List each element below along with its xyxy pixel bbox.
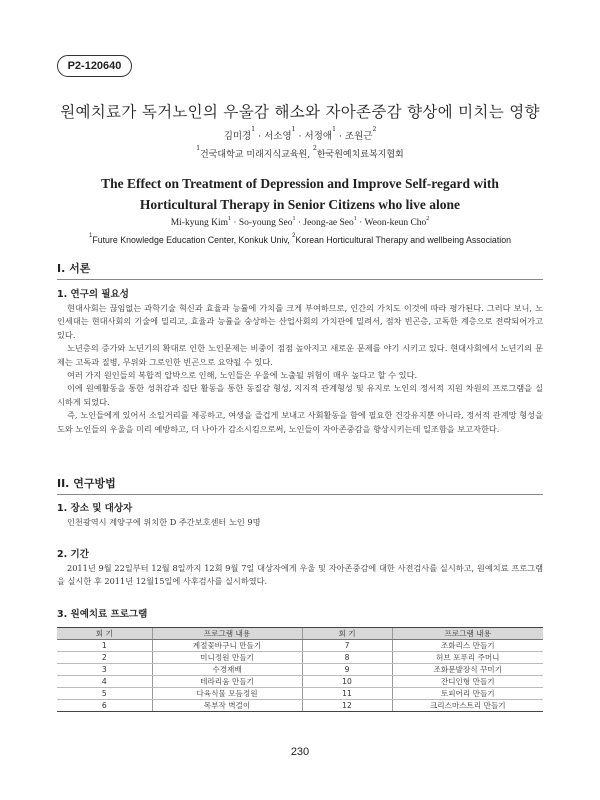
table-row (57, 688, 543, 700)
session-cell: 8 (302, 652, 392, 664)
subsection-heading-program: 3. 원예치료 프로그램 (57, 609, 148, 620)
author-name: Weon-keun Cho (364, 218, 427, 228)
session-cell: 1 (57, 640, 152, 652)
author-name: 김미경 (223, 131, 252, 142)
author-name: So-young Seo (238, 218, 293, 228)
introduction-body (57, 302, 543, 436)
paragraph: 현대사회는 끊임없는 과학기술 혁신과 효율과 능률에 가치를 크게 부여하므로, 인간의 가치도 이것에 따라 평가된다. 그러다 보니, 노인세대는 현대사회의 기술에 밀리고, 효율과 능률을 숭상하는 산업사회의 가치관에 밀려서, 점차 빈곤층, 고독한 계층으로 전락되어가고 있다. (57, 303, 543, 340)
session-cell: 12 (302, 700, 392, 712)
header-session: 회 기 (57, 628, 152, 640)
table-row (57, 700, 543, 712)
session-cell: 2 (57, 652, 152, 664)
subsection-heading-necessity: 1. 연구의 필요성 (57, 289, 129, 300)
author-sup: 1 (251, 126, 256, 133)
korean-authors: 김미경$^1$ · 서소영$^1$ · 서정애$^1$ · 조원근$^2$ (223, 126, 377, 142)
section-heading-introduction: I. 서론 (57, 260, 543, 280)
site-body (57, 516, 543, 529)
paragraph: 여러 가지 원인들의 복합적 압박으로 인해, 노인들은 우울에 노출될 위험이 매우 높다고 할 수 있다. (67, 370, 418, 381)
author-sup: 1 (291, 126, 296, 133)
affil-sup: 1 (196, 145, 201, 152)
author-name: Jeong-ae Seo (303, 218, 354, 228)
table-row (57, 676, 543, 688)
program-table (57, 627, 543, 712)
author-sup: 1 (292, 216, 296, 222)
paragraph: 이에 원예활동을 통한 성취감과 집단 활동을 통한 동질감 형성, 지지적 관계형성 및 유지로 노인의 정서적 지원 차원의 프로그램을 실시하게 되었다. (57, 383, 543, 407)
author-sup: 1 (353, 216, 357, 222)
author-sup: 2 (372, 126, 377, 133)
english-title-line: The Effect on Treatment of Depression and Improve Self-regard with (101, 176, 499, 191)
section-heading-methods: II. 연구방법 (57, 475, 543, 495)
english-affiliations (0, 235, 600, 245)
affil-sup: 1 (88, 233, 93, 239)
affil-text: 건국대학교 미래지식교육원 (200, 150, 308, 160)
paragraph: 인천광역시 계양구에 위치한 D 주간보호센터 노인 9명 (67, 517, 261, 527)
session-cell: 4 (57, 676, 152, 688)
content-cell: 허브 포푸리 주머니 (392, 652, 543, 664)
table-row (57, 640, 543, 652)
content-cell: 목부작 벽걸이 (152, 700, 302, 712)
affil-sup: 2 (292, 233, 296, 239)
content-cell: 수경재배 (152, 664, 302, 676)
english-title-line: Horticultural Therapy in Senior Citizens who live alone (139, 197, 461, 212)
affil-text: Future Knowledge Education Center, Konkuk Univ, (92, 235, 293, 245)
session-cell: 10 (302, 676, 392, 688)
author-name: 서정애 (304, 131, 333, 142)
english-authors: Mi-kyung Kim$^1$ · So-young Seo$^1$ · Jeong-ae Seo$^1$ · Weon-keun Cho$^2$ (170, 216, 430, 228)
session-cell: 9 (302, 664, 392, 676)
content-cell: 조화문발장식 꾸미기 (392, 664, 543, 676)
korean-affiliations: $^1$건국대학교 미래지식교육원, $^2$한국원예치료복지협회 (196, 145, 404, 160)
content-cell: 잔디인형 만들기 (392, 676, 543, 688)
affil-text: Korean Horticultural Therapy and wellbeing Association (295, 235, 512, 245)
session-cell: 3 (57, 664, 152, 676)
header-content: 프로그램 내용 (392, 628, 543, 640)
content-cell: 테라리움 만들기 (152, 676, 302, 688)
paragraph: 2011년 9월 22일부터 12월 8일까지 12회 9월 7일 대상자에게 우울 및 자아존중감에 대한 사전검사를 실시하고, 원예치료 프로그램을 실시한 후 2011년 12월15일에 사후검사를 실시하였다. (57, 563, 543, 587)
affil-sup: 2 (312, 145, 317, 152)
korean-title: 원예치료가 독거노인의 우울감 해소와 자아존중감 향상에 미치는 영향 (60, 103, 540, 121)
content-cell: 조화리스 만들기 (392, 640, 543, 652)
paragraph: 노년층의 증가와 노년기의 확대로 인한 노인문제는 비중이 점점 높아지고 새로운 문제를 야기 시키고 있다. 현대사회에서 노년기의 문제는 고독과 질병, 무위와 그로인한 빈곤으로 요약될 수 있다. (57, 343, 543, 367)
content-cell: 토피어리 만들기 (392, 688, 543, 700)
period-body (57, 562, 543, 589)
subsection-heading-period: 2. 기간 (57, 549, 89, 560)
author-name: 조원근 (344, 131, 373, 142)
session-cell: 6 (57, 700, 152, 712)
author-sup: 2 (426, 216, 430, 222)
author-name: 서소영 (264, 131, 292, 142)
table-row (57, 652, 543, 664)
session-cell: 11 (302, 688, 392, 700)
content-cell: 다육식물 모듬정원 (152, 688, 302, 700)
affil-text: 한국원예치료복지협회 (316, 150, 404, 160)
author-sup: 1 (227, 216, 231, 222)
subsection-heading-site: 1. 장소 및 대상자 (57, 503, 133, 514)
paper-id-badge: P2-120640 (57, 55, 132, 77)
content-cell: 크리스마스트리 만들기 (392, 700, 543, 712)
author-sup: 1 (332, 126, 336, 133)
english-title (0, 173, 600, 215)
table-row (57, 664, 543, 676)
content-cell: 계절꽃바구니 만들기 (152, 640, 302, 652)
content-cell: 미니정원 만들기 (152, 652, 302, 664)
header-content: 프로그램 내용 (152, 628, 302, 640)
session-cell: 7 (302, 640, 392, 652)
page-number: 230 (290, 746, 310, 758)
paragraph: 즉, 노인들에게 있어서 소일거리를 제공하고, 여생을 즐겁게 보내고 사회활동을 함에 필요한 건강유지뿐 아니라, 정서적 관계망 형성을 도와 노인들의 우울을 미리 예방하고, 더 나아가 감소시킴으로써, 노인들이 자아존중감을 향상시키는데 일조함을 보고자한다. (57, 410, 543, 434)
session-cell: 5 (57, 688, 152, 700)
table-header-row (57, 628, 543, 640)
author-name: Mi-kyung Kim (170, 218, 228, 228)
header-session: 회 기 (302, 628, 392, 640)
